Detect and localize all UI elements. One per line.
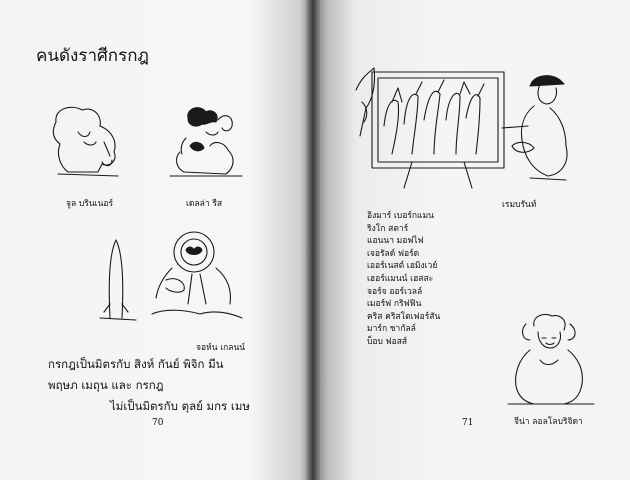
right-page <box>312 0 630 480</box>
list-item: จอร์จ ออร์เวลล์ <box>367 286 423 297</box>
page-number-left: 70 <box>152 418 164 428</box>
caption-della-reese: เดลล่า รีส <box>186 199 223 209</box>
illustration-rembrandt <box>352 66 580 190</box>
illustration-gina-lollobrigida <box>504 310 598 406</box>
list-item: แอนนา มอฟไฟ <box>367 236 424 247</box>
illustration-john-glenn <box>96 228 246 324</box>
caption-yul-brynner: จูล บรินเนอร์ <box>66 199 114 209</box>
list-item: คริส คริสโตเฟอร์สัน <box>367 311 441 322</box>
page-number-right: 71 <box>462 418 474 428</box>
list-item: ริงโก สตาร์ <box>367 223 409 234</box>
caption-gina-lollobrigida: จีน่า ลอลโลบริจิดา <box>514 417 583 427</box>
caption-john-glenn: จอห์น เกลนน์ <box>196 343 246 353</box>
illustration-yul-brynner <box>48 102 132 180</box>
list-item: เจอรัลด์ ฟอร์ด <box>367 248 420 259</box>
list-item: บ็อบ ฟอสส์ <box>367 336 408 347</box>
celebrity-name-list <box>367 210 440 349</box>
caption-rembrandt: เรมบรันท์ <box>502 200 537 210</box>
left-page <box>0 0 312 480</box>
compatibility-line-1: กรกฎเป็นมิตรกับ สิงห์ กันย์ พิจิก มีน <box>48 357 224 371</box>
compatibility-line-2: พฤษภ เมถุน และ กรกฎ <box>48 378 164 392</box>
list-item: เฮอร์แมนน์ เฮสสะ <box>367 273 434 284</box>
page-title: คนดังราศีกรกฎ <box>36 46 149 66</box>
list-item: อิงมาร์ เบอร์กแมน <box>367 211 434 221</box>
list-item: เมอร์ฟ กริฟฟิน <box>367 299 422 310</box>
compatibility-line-3: ไม่เป็นมิตรกับ ตุลย์ มกร เมษ <box>110 399 250 413</box>
book-spine <box>306 0 320 480</box>
list-item: มาร์ก ชากัลล์ <box>367 324 416 335</box>
illustration-della-reese <box>166 102 246 182</box>
list-item: เออร์เนสต์ เฮมิงเวย์ <box>367 261 438 272</box>
